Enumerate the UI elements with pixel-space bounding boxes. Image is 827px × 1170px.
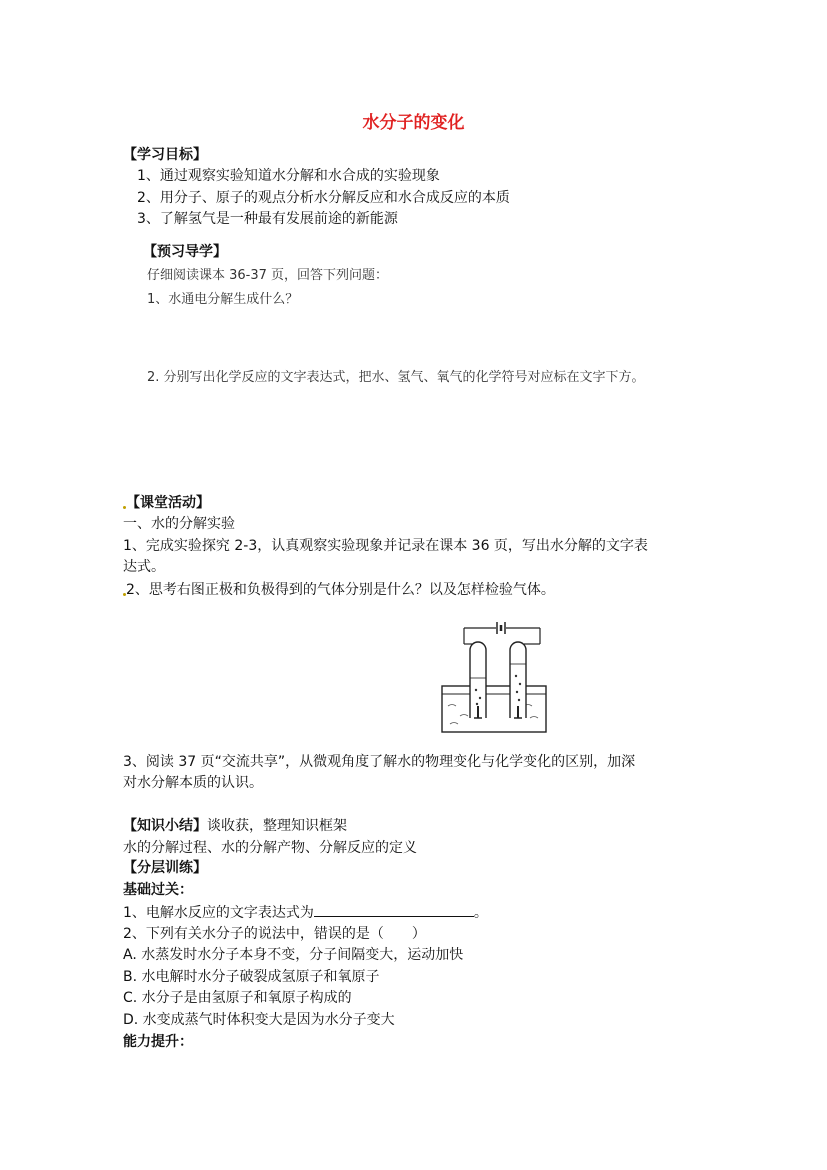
- goal-item: 2、用分子、原子的观点分析水分解反应和水合成反应的本质: [137, 190, 510, 206]
- classroom-item-2: 2、思考右图正极和负极得到的气体分别是什么？以及怎样检验气体。: [126, 582, 555, 598]
- option-b: B. 水电解时水分子破裂成氢原子和氧原子: [123, 969, 380, 985]
- preview-question-2: 2. 分别写出化学反应的文字表达式，把水、氢气、氧气的化学符号对应标在文字下方。: [147, 370, 645, 385]
- classroom-item-3-cont: 对水分解本质的认识。: [123, 775, 263, 791]
- preview-question-1: 1、水通电分解生成什么？: [147, 292, 299, 307]
- training-question-2: 2、下列有关水分子的说法中，错误的是（ ）: [123, 926, 426, 942]
- classroom-item-1: 1、完成实验探究 2-3，认真观察实验现象并记录在课本 36 页，写出水分解的文字表: [123, 538, 648, 554]
- goals-heading: 【学习目标】: [123, 147, 207, 163]
- option-a: A. 水蒸发时水分子本身不变，分子间隔变大，运动加快: [123, 947, 464, 963]
- classroom-item-1-cont: 达式。: [123, 559, 165, 575]
- preview-intro: 仔细阅读课本 36-37 页，回答下列问题：: [147, 268, 389, 283]
- summary-line: 水的分解过程、水的分解产物、分解反应的定义: [123, 840, 417, 856]
- page-title: 水分子的变化: [362, 113, 465, 133]
- option-c: C. 水分子是由氢原子和氧原子构成的: [123, 990, 352, 1006]
- question-1-end: 。: [473, 905, 488, 921]
- goal-item: 1、通过观察实验知道水分解和水合成的实验现象: [137, 168, 440, 184]
- advanced-heading: 能力提升：: [123, 1034, 193, 1050]
- preview-heading: 【预习导学】: [143, 244, 227, 260]
- option-d: D. 水变成蒸气时体积变大是因为水分子变大: [123, 1012, 395, 1028]
- classroom-item-3: 3、阅读 37 页“交流共享”，从微观角度了解水的物理变化与化学变化的区别，加深: [123, 754, 636, 770]
- basic-heading: 基础过关：: [123, 882, 193, 898]
- summary-line-heading: [123, 816, 347, 836]
- electrolysis-apparatus-illustration: [440, 620, 550, 738]
- goal-item: 3、了解氢气是一种最有发展前途的新能源: [137, 211, 398, 227]
- summary-heading: 【知识小结】: [123, 818, 207, 834]
- training-heading: 【分层训练】: [123, 860, 207, 876]
- training-question-1: [123, 902, 488, 923]
- summary-heading-rest: 谈收获，整理知识框架: [207, 818, 347, 834]
- classroom-heading: 【课堂活动】: [126, 495, 210, 511]
- answer-blank: [314, 902, 474, 917]
- section-title: 一、水的分解实验: [123, 516, 235, 532]
- question-1-text: 1、电解水反应的文字表达式为: [123, 905, 314, 921]
